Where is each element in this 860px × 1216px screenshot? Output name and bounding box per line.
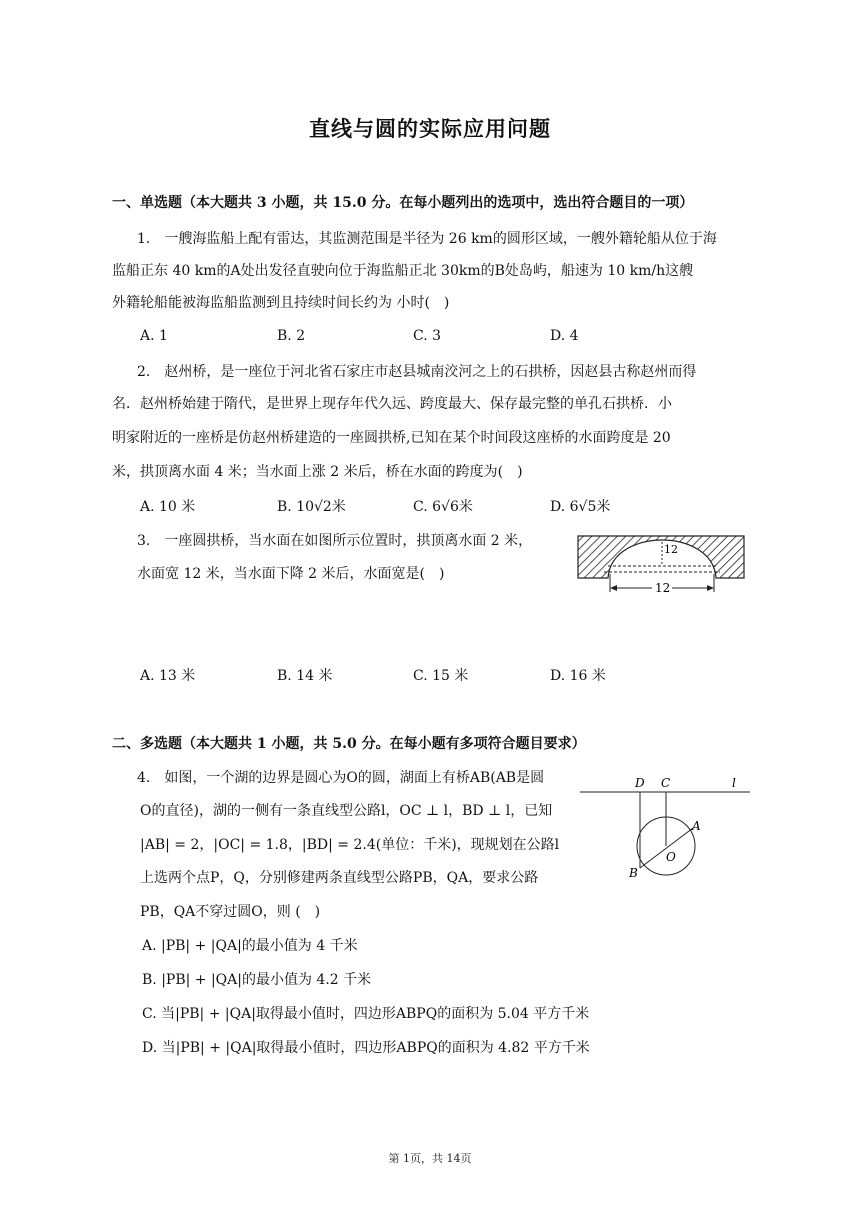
- q2-option-a[interactable]: A. 10 米: [140, 499, 196, 515]
- page-title: 直线与圆的实际应用问题: [309, 116, 551, 141]
- q3-line-2: 水面宽 12 米，当水面下降 2 米后，水面宽是( ): [137, 566, 445, 582]
- q4-option-b[interactable]: B. |PB| + |QA|的最小值为 4.2 千米: [142, 972, 372, 988]
- q3-option-a[interactable]: A. 13 米: [140, 668, 196, 684]
- q3-option-d[interactable]: D. 16 米: [550, 668, 606, 684]
- q2-line-4: 米，拱顶离水面 4 米；当水面上涨 2 米后，桥在水面的跨度为( ): [112, 464, 523, 480]
- q4-line-3: |AB| = 2，|OC| = 1.8，|BD| = 2.4(单位：千米)，现规划在公路l: [140, 837, 560, 853]
- label-d: D: [635, 776, 645, 790]
- label-c: C: [661, 776, 671, 790]
- q2-line-2: 名．赵州桥始建于隋代，是世界上现存年代久远、跨度最大、保存最完整的单孔石拱桥．小: [112, 396, 672, 412]
- label-b: B: [629, 866, 638, 880]
- label-l: l: [732, 776, 736, 790]
- page-footer: 第 1页，共 14页: [388, 1152, 472, 1165]
- q1-line-2: 监船正东 40 km的A处出发径直驶向位于海监船正北 30km的B处岛屿，船速为 10 km/h这艘: [112, 263, 694, 279]
- label-o: O: [666, 850, 676, 864]
- q1-line-3: 外籍轮船能被海监船监测到且持续时间长约为 小时( ): [112, 295, 450, 311]
- section-heading-multi-choice: 二、多选题（本大题共 1 小题，共 5.0 分。在每小题有多项符合题目要求）: [112, 736, 586, 752]
- q2-line-1: 2. 赵州桥，是一座位于河北省石家庄市赵县城南洨河之上的石拱桥，因赵县古称赵州而得: [137, 364, 697, 380]
- label-a: A: [692, 819, 701, 833]
- q4-line-2: O的直径)，湖的一侧有一条直线型公路l，OC ⊥ l，BD ⊥ l，已知: [140, 803, 553, 819]
- q2-line-3: 明家附近的一座桥是仿赵州桥建造的一座圆拱桥,已知在某个时间段这座桥的水面跨度是 20: [112, 430, 671, 446]
- q4-option-d[interactable]: D. 当|PB| + |QA|取得最小值时，四边形ABPQ的面积为 4.82 平方千米: [142, 1040, 590, 1056]
- lake-figure: [578, 772, 758, 884]
- q3-line-1: 3. 一座圆拱桥，当水面在如图所示位置时，拱顶离水面 2 米，: [137, 533, 533, 549]
- q4-line-1: 4. 如图，一个湖的边界是圆心为O的圆，湖面上有桥AB(AB是圆: [137, 770, 545, 786]
- q4-option-c[interactable]: C. 当|PB| + |QA|取得最小值时，四边形ABPQ的面积为 5.04 平方千米: [142, 1006, 590, 1022]
- q1-option-c[interactable]: C. 3: [413, 328, 442, 344]
- q4-line-5: PB，QA不穿过圆O，则 ( ): [140, 904, 321, 920]
- figure-label-top: 12: [664, 543, 678, 556]
- q1-line-1: 1. 一艘海监船上配有雷达，其监测范围是半径为 26 km的圆形区域，一艘外籍轮船从位于海: [137, 231, 717, 247]
- q4-option-a[interactable]: A. |PB| + |QA|的最小值为 4 千米: [142, 938, 358, 954]
- figure-label-bottom: 12: [655, 581, 671, 595]
- q2-option-c[interactable]: C. 6√6米: [413, 499, 473, 515]
- q1-option-d[interactable]: D. 4: [550, 328, 579, 344]
- q1-option-b[interactable]: B. 2: [277, 328, 306, 344]
- q2-option-b[interactable]: B. 10√2米: [277, 499, 346, 515]
- q3-option-b[interactable]: B. 14 米: [277, 668, 333, 684]
- q3-option-c[interactable]: C. 15 米: [413, 668, 469, 684]
- section-heading-single-choice: 一、单选题（本大题共 3 小题，共 15.0 分。在每小题列出的选项中，选出符合题目的一项）: [112, 195, 694, 211]
- q4-line-4: 上选两个点P，Q，分别修建两条直线型公路PB，QA，要求公路: [140, 870, 539, 886]
- q1-option-a[interactable]: A. 1: [140, 328, 168, 344]
- q2-option-d[interactable]: D. 6√5米: [550, 499, 611, 515]
- arch-bridge-figure: [574, 528, 750, 604]
